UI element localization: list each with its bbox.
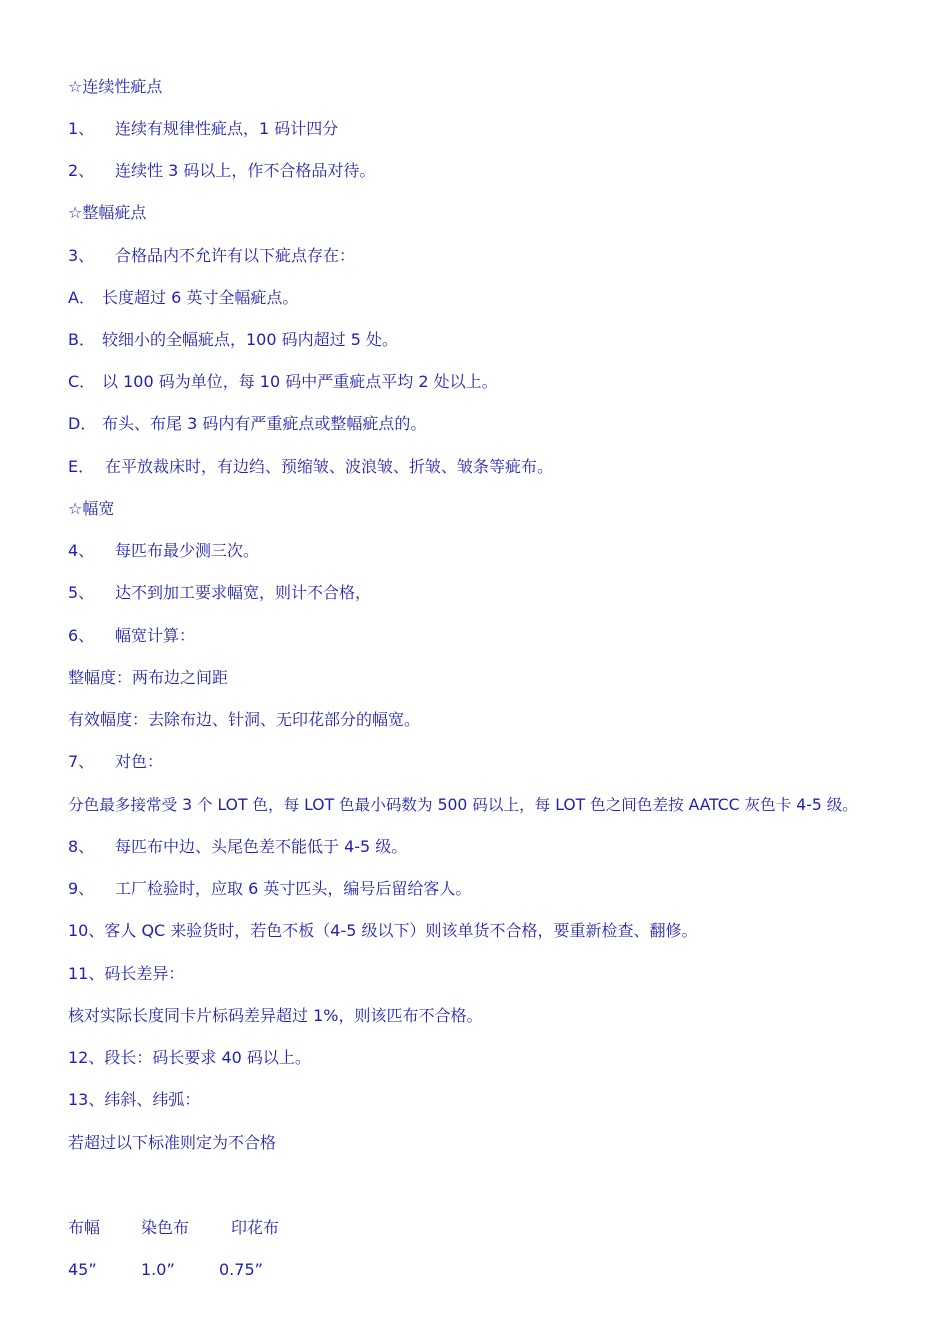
item-text: 幅宽计算： (115, 626, 196, 645)
list-item-4 (68, 541, 259, 561)
item-number: 2、 (68, 161, 95, 180)
list-item-12: 12、段长：码长要求 40 码以上。 (68, 1048, 311, 1067)
list-item-6 (68, 626, 195, 646)
sub-item-d (68, 414, 426, 434)
table-cell: 45” (68, 1260, 97, 1279)
list-item-8 (68, 837, 407, 857)
list-item-2 (68, 161, 375, 181)
effective-width-definition: 有效幅度：去除布边、针洞、无印花部分的幅宽。 (68, 710, 421, 729)
list-item-9 (68, 879, 471, 899)
sub-item-text: 长度超过 6 英寸全幅疵点。 (102, 288, 299, 307)
sub-item-letter: D． (68, 414, 97, 433)
section-heading-full-width-defects: ☆整幅疵点 (68, 203, 147, 222)
item-text: 工厂检验时，应取 6 英寸匹头，编号后留给客人。 (115, 879, 472, 898)
sub-item-text: 以 100 码为单位，每 10 码中严重疵点平均 2 处以上。 (102, 372, 498, 391)
item-number: 6、 (68, 626, 95, 645)
item-number: 7、 (68, 752, 95, 771)
item-text: 达不到加工要求幅宽，则计不合格， (115, 583, 372, 602)
table-header-cell: 布幅 (68, 1218, 101, 1237)
sub-item-text: 在平放裁床时，有边绉、预缩皱、波浪皱、折皱、皱条等疵布。 (105, 457, 554, 476)
section-heading-continuous-defects: ☆连续性疵点 (68, 77, 163, 96)
list-item-13: 13、纬斜、纬弧： (68, 1090, 201, 1109)
sub-item-b (68, 330, 398, 350)
sub-item-letter: B． (68, 330, 95, 349)
item-number: 9、 (68, 879, 95, 898)
sub-item-c (68, 372, 498, 392)
table-cell: 1.0” (141, 1260, 175, 1279)
length-difference-rule: 核对实际长度同卡片标码差异超过 1%，则该匹布不合格。 (68, 1006, 483, 1025)
item-number: 3、 (68, 246, 95, 265)
item-number: 4、 (68, 541, 95, 560)
item-text: 连续性 3 码以上，作不合格品对待。 (115, 161, 376, 180)
table-header-cell: 染色布 (141, 1218, 190, 1237)
sub-item-text: 布头、布尾 3 码内有严重疵点或整幅疵点的。 (102, 414, 427, 433)
sub-item-e (68, 457, 553, 477)
item-text: 合格品内不允许有以下疵点存在： (115, 246, 356, 265)
item-text: 对色： (115, 752, 164, 771)
skew-bow-rule: 若超过以下标准则定为不合格 (68, 1133, 277, 1152)
sub-item-letter: E． (68, 457, 95, 476)
sub-item-letter: C． (68, 372, 96, 391)
item-number: 5、 (68, 583, 95, 602)
list-item-11: 11、码长差异： (68, 964, 185, 983)
table-header-cell: 印花布 (231, 1218, 280, 1237)
list-item-1 (68, 119, 338, 139)
list-item-10: 10、客人 QC 来验货时，若色不板（4-5 级以下）则该单货不合格，要重新检查、翻修。 (68, 921, 698, 940)
table-cell: 0.75” (219, 1260, 263, 1279)
item-text: 每匹布中边、头尾色差不能低于 4-5 级。 (115, 837, 408, 856)
item-number: 8、 (68, 837, 95, 856)
color-lot-rule: 分色最多接常受 3 个 LOT 色，每 LOT 色最小码数为 500 码以上，每 LOT 色之间色差按 AATCC 灰色卡 4-5 级。 (68, 796, 858, 814)
list-item-3 (68, 246, 355, 266)
sub-item-a (68, 288, 298, 308)
item-text: 连续有规律性疵点，1 码计四分 (115, 119, 339, 138)
item-text: 每匹布最少测三次。 (115, 541, 260, 560)
item-number: 1、 (68, 119, 95, 138)
section-heading-width: ☆幅宽 (68, 499, 115, 518)
list-item-5 (68, 583, 371, 603)
full-width-definition: 整幅度：两布边之间距 (68, 668, 229, 687)
list-item-7 (68, 752, 163, 772)
sub-item-text: 较细小的全幅疵点，100 码内超过 5 处。 (102, 330, 398, 349)
sub-item-letter: A． (68, 288, 95, 307)
